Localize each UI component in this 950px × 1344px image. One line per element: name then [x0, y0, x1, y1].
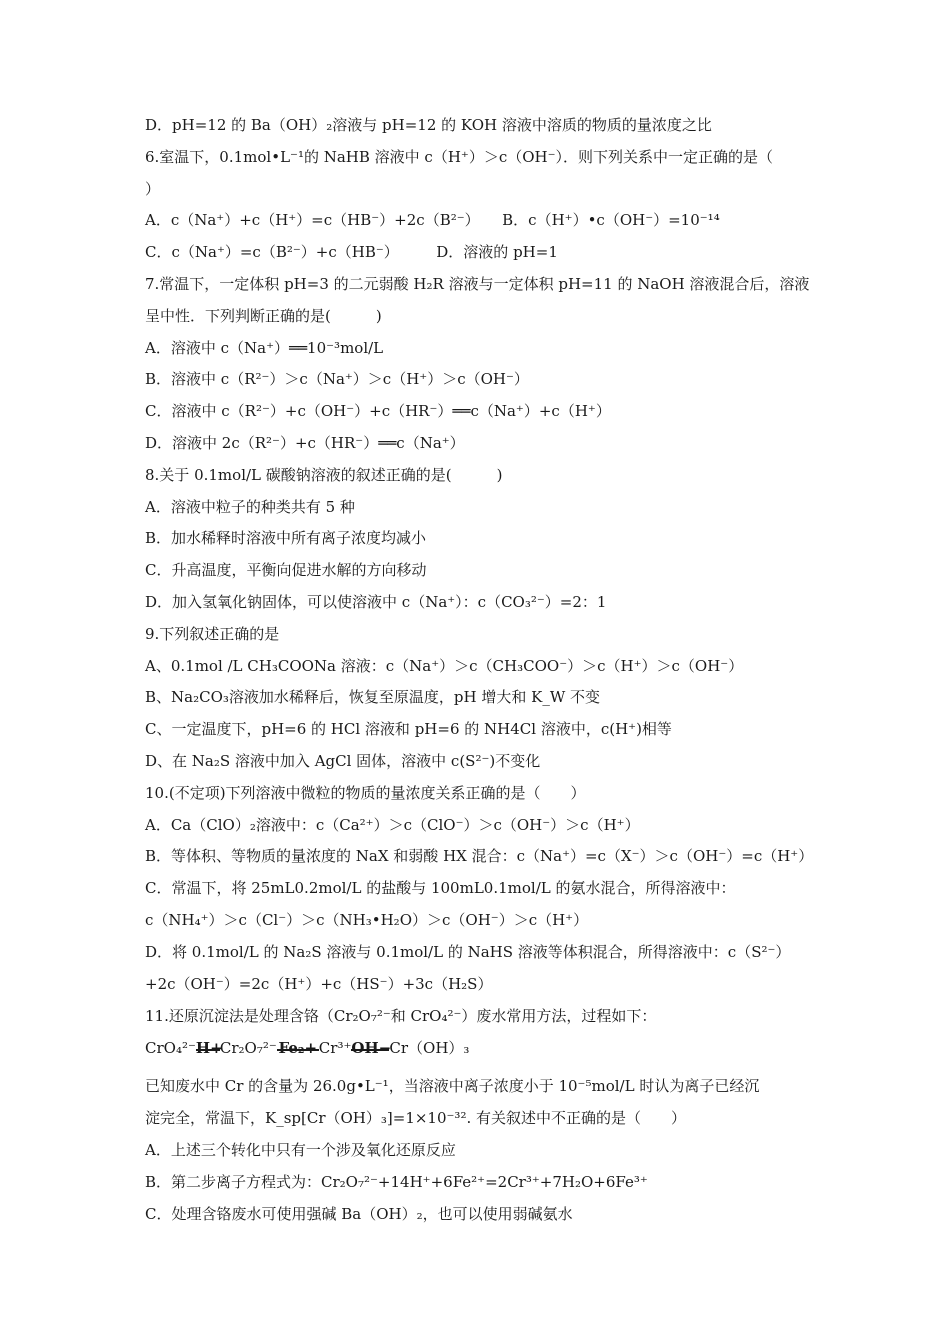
question-7-option-a: A．溶液中 c（Na⁺）══10⁻³mol/L — [145, 339, 384, 357]
reaction-arrow-1 — [195, 1039, 223, 1057]
reagent-label: Fe₂+ — [278, 1039, 318, 1057]
question-11-option-c: C．处理含铬废水可使用强碱 Ba（OH）₂，也可以使用弱碱氨水 — [145, 1205, 573, 1223]
species-dichromate: Cr₂O₇²⁻ — [219, 1039, 277, 1057]
question-8-option-a: A．溶液中粒子的种类共有 5 种 — [145, 498, 355, 516]
question-9-option-c: C、一定温度下，pH=6 的 HCl 溶液和 pH=6 的 NH4Cl 溶液中，c(H⁺)相等 — [145, 720, 672, 738]
question-6-options-ab: A．c（Na⁺）+c（H⁺）=c（HB⁻）+2c（B²⁻） B．c（H⁺）•c（OH⁻）=10⁻¹⁴ — [145, 211, 720, 229]
question-7-option-d: D．溶液中 2c（R²⁻）+c（HR⁻）══c（Na⁺） — [145, 434, 465, 452]
question-10-option-c-cont: c（NH₄⁺）＞c（Cl⁻）＞c（NH₃•H₂O）＞c（OH⁻）＞c（H⁺） — [145, 911, 589, 929]
question-6-options-cd: C．c（Na⁺）=c（B²⁻）+c（HB⁻） D．溶液的 pH=1 — [145, 243, 558, 261]
species-chromium-ion: Cr³⁺ — [318, 1039, 352, 1057]
question-8-option-c: C．升高温度，平衡向促进水解的方向移动 — [145, 561, 427, 579]
reaction-arrow-3 — [351, 1039, 392, 1057]
question-11-given-cont: 淀完全，常温下，K_sp[Cr（OH）₃]=1×10⁻³². 有关叙述中不正确的是（ ） — [145, 1109, 686, 1127]
reaction-scheme — [145, 1038, 815, 1058]
question-10-option-d: D．将 0.1mol/L 的 Na₂S 溶液与 0.1mol/L 的 NaHS 溶液等体积混合，所得溶液中：c（S²⁻） — [145, 943, 791, 961]
question-6-stem: 6.室温下，0.1mol•L⁻¹的 NaHB 溶液中 c（H⁺）＞c（OH⁻）．则下列关系中一定正确的是（ — [145, 148, 774, 166]
question-10-option-c: C．常温下，将 25mL0.2mol/L 的盐酸与 100mL0.1mol/L 的氨水混合，所得溶液中： — [145, 879, 736, 897]
question-10-stem: 10.(不定项)下列溶液中微粒的物质的量浓度关系正确的是（ ） — [145, 784, 586, 802]
question-6-stem-cont: ） — [145, 180, 161, 198]
question-9-option-a: A、0.1mol /L CH₃COONa 溶液：c（Na⁺）＞c（CH₃COO⁻）＞c（H⁺）＞c（OH⁻） — [145, 657, 744, 675]
question-9-option-d: D、在 Na₂S 溶液中加入 AgCl 固体，溶液中 c(S²⁻)不变化 — [145, 752, 541, 770]
question-8-option-d: D．加入氢氧化钠固体，可以使溶液中 c（Na⁺）：c（CO₃²⁻）=2：1 — [145, 593, 607, 611]
question-11-stem: 11.还原沉淀法是处理含铬（Cr₂O₇²⁻和 CrO₄²⁻）废水常用方法，过程如下： — [145, 1007, 657, 1025]
question-9-option-b: B、Na₂CO₃溶液加水稀释后，恢复至原温度，pH 增大和 K_W 不变 — [145, 688, 601, 706]
reaction-arrow-2 — [277, 1039, 319, 1057]
question-11-option-a: A．上述三个转化中只有一个涉及氧化还原反应 — [145, 1141, 456, 1159]
text-line: D．pH=12 的 Ba（OH）₂溶液与 pH=12 的 KOH 溶液中溶质的物质的量浓度之比 — [145, 116, 712, 134]
reagent-label: OH− — [351, 1039, 392, 1057]
species-chromium-hydroxide: Cr（OH）₃ — [389, 1039, 470, 1057]
question-8-option-b: B．加水稀释时溶液中所有离子浓度均减小 — [145, 529, 427, 547]
species-chromate: CrO₄²⁻ — [145, 1039, 196, 1057]
question-9-stem: 9.下列叙述正确的是 — [145, 625, 280, 643]
question-10-option-d-cont: +2c（OH⁻）=2c（H⁺）+c（HS⁻）+3c（H₂S） — [145, 975, 493, 993]
question-11-option-b: B．第二步离子方程式为：Cr₂O₇²⁻+14H⁺+6Fe²⁺=2Cr³⁺+7H₂O+6Fe³⁺ — [145, 1173, 648, 1191]
question-7-stem-cont: 呈中性．下列判断正确的是( ) — [145, 307, 382, 325]
question-7-stem: 7.常温下，一定体积 pH=3 的二元弱酸 H₂R 溶液与一定体积 pH=11 的 NaOH 溶液混合后，溶液 — [145, 275, 810, 293]
reagent-label: H+ — [195, 1039, 223, 1057]
question-8-stem: 8.关于 0.1mol/L 碳酸钠溶液的叙述正确的是( ) — [145, 466, 503, 484]
question-10-option-b: B．等体积、等物质的量浓度的 NaX 和弱酸 HX 混合：c（Na⁺）=c（X⁻）＞c（OH⁻）=c（H⁺） — [145, 847, 814, 865]
question-11-given: 已知废水中 Cr 的含量为 26.0g•L⁻¹，当溶液中离子浓度小于 10⁻⁵mol/L 时认为离子已经沉 — [145, 1077, 760, 1095]
question-7-option-b: B．溶液中 c（R²⁻）＞c（Na⁺）＞c（H⁺）＞c（OH⁻） — [145, 370, 529, 388]
question-7-option-c: C．溶液中 c（R²⁻）+c（OH⁻）+c（HR⁻）══c（Na⁺）+c（H⁺） — [145, 402, 611, 420]
question-10-option-a: A．Ca（ClO）₂溶液中：c（Ca²⁺）＞c（ClO⁻）＞c（OH⁻）＞c（H⁺） — [145, 816, 640, 834]
